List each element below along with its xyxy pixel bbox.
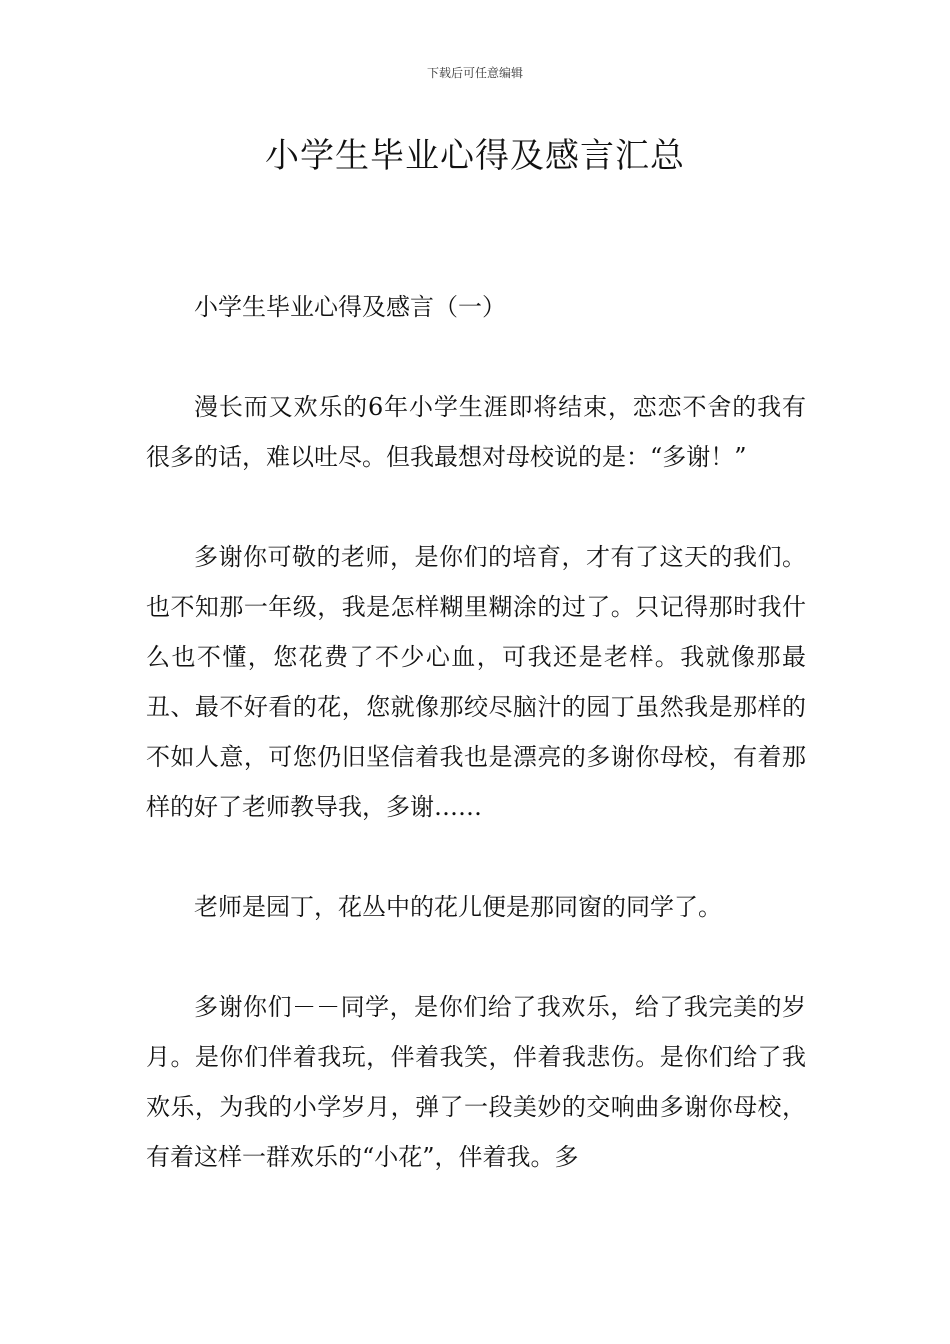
paragraph: 多谢你们－－同学，是你们给了我欢乐，给了我完美的岁月。是你们伴着我玩，伴着我笑，伴着我悲伤。是你们给了我欢乐，为我的小学岁月，弹了一段美妙的交响曲多谢你母校，有着这样一群欢乐的“小花”，伴着我。多: [146, 993, 806, 1171]
document-title: 小学生毕业心得及感言汇总: [265, 136, 685, 176]
paragraph: 老师是园丁，花丛中的花儿便是那同窗的同学了。: [194, 893, 722, 921]
header-note: 下载后可任意编辑: [426, 66, 523, 80]
document-body: [146, 282, 806, 1232]
section-heading: 小学生毕业心得及感言（一）: [194, 293, 506, 321]
paragraph: 多谢你可敬的老师，是你们的培育，才有了这天的我们。也不知那一年级，我是怎样糊里糊涂的过了。只记得那时我什么也不懂，您花费了不少心血，可我还是老样。我就像那最丑、最不好看的花，您就像那绞尽脑汁的园丁虽然我是那样的不如人意，可您仍旧坚信着我也是漂亮的多谢你母校，有着那样的好了老师教导我，多谢……: [146, 543, 806, 821]
paragraph: 漫长而又欢乐的6年小学生涯即将结束，恋恋不舍的我有很多的话，难以吐尽。但我最想对母校说的是：“多谢！”: [146, 393, 806, 471]
